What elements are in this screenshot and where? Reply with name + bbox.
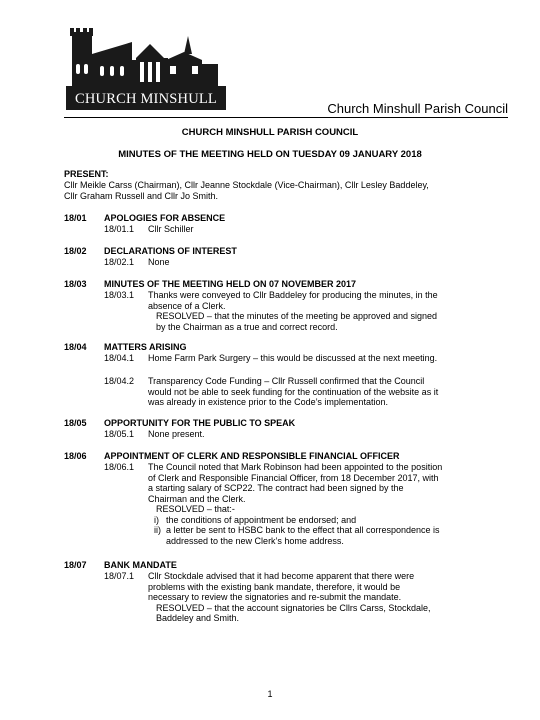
- present-section: [64, 169, 510, 202]
- item-number: 18/04: [64, 342, 87, 352]
- sub-item-text: of Clerk and Responsible Financial Officer, from 18 December 2017, with: [148, 472, 439, 483]
- sub-item-text: Transparency Code Funding – Cllr Russell confirmed that the Council: [148, 376, 425, 386]
- sub-item-number: 18/06.1: [104, 462, 135, 472]
- header-divider: [64, 117, 508, 118]
- sub-item-number: 18/02.1: [104, 257, 135, 267]
- item-heading: APPOINTMENT OF CLERK AND RESPONSIBLE FINANCIAL OFFICER: [104, 451, 400, 461]
- sub-item-text: would not be able to seek funding for the continuation of the website as it: [148, 386, 439, 397]
- sub-item-text: Cllr Schiller: [148, 224, 194, 234]
- present-line-2: Cllr Graham Russell and Cllr Jo Smith.: [64, 191, 219, 201]
- sub-item-text: problems with the existing bank mandate, therefore, it would be: [148, 581, 401, 592]
- list-item-text: the conditions of appointment be endorsed; and: [166, 514, 357, 525]
- resolution-text: by the Chairman as a true and correct record.: [156, 321, 338, 332]
- sub-item-text: Cllr Stockdale advised that it had become apparent that there were: [148, 571, 415, 581]
- sub-item-text: Home Farm Park Surgery – this would be discussed at the next meeting.: [148, 353, 438, 363]
- item-heading: BANK MANDATE: [104, 560, 177, 570]
- sub-item-number: 18/04.2: [104, 376, 135, 386]
- item-number: 18/03: [64, 279, 87, 289]
- sub-item-text: absence of a Clerk.: [148, 300, 226, 311]
- resolution-text: RESOLVED – that:-: [156, 504, 235, 514]
- list-marker: i): [154, 514, 159, 525]
- item-number: 18/06: [64, 451, 87, 461]
- item-number: 18/07: [64, 560, 87, 570]
- list-item-text: addressed to the new Clerk’s home address.: [166, 535, 344, 546]
- sub-item-text: The Council noted that Mark Robinson had been appointed to the position: [148, 462, 443, 472]
- sub-item-number: 18/03.1: [104, 290, 135, 300]
- resolution-text: Baddeley and Smith.: [156, 613, 240, 623]
- item-heading: DECLARATIONS OF INTEREST: [104, 246, 237, 256]
- list-item: [154, 515, 510, 526]
- item-heading: MINUTES OF THE MEETING HELD ON 07 NOVEMBER 2017: [104, 279, 357, 289]
- logo-text: CHURCH MINSHULL: [75, 91, 217, 107]
- item-number: 18/02: [64, 246, 87, 256]
- document-subtitle: MINUTES OF THE MEETING HELD ON TUESDAY 09 JANUARY 2018: [118, 149, 422, 160]
- item-heading: APOLOGIES FOR ABSENCE: [104, 213, 226, 223]
- present-label: PRESENT:: [64, 169, 109, 179]
- document-title: CHURCH MINSHULL PARISH COUNCIL: [181, 127, 359, 138]
- present-line-1: Cllr Meikle Carss (Chairman), Cllr Jeanne Stockdale (Vice-Chairman), Cllr Lesley Baddeley,: [64, 180, 429, 190]
- sub-item-text: necessary to review the signatories and re-submit the mandate.: [148, 592, 402, 602]
- sub-item-number: 18/01.1: [104, 224, 135, 234]
- page-number: 1: [267, 689, 273, 699]
- item-heading: OPPORTUNITY FOR THE PUBLIC TO SPEAK: [104, 418, 296, 428]
- list-item-text: a letter be sent to HSBC bank to the effect that all correspondence is: [166, 525, 440, 535]
- sub-item-text: a starting salary of SCP22. The contract had been signed by the: [148, 483, 404, 493]
- item-number: 18/01: [64, 213, 87, 223]
- resolution-list: [154, 515, 510, 547]
- sub-item-text: None: [148, 257, 170, 267]
- resolution-text: RESOLVED – that the account signatories be Cllrs Carss, Stockdale,: [156, 602, 431, 613]
- church-minshull-logo: [66, 24, 226, 110]
- council-name: Church Minshull Parish Council: [327, 101, 508, 116]
- resolution-text: RESOLVED – that the minutes of the meeting be approved and signed: [156, 311, 438, 321]
- sub-item-text: Chairman and the Clerk.: [148, 493, 246, 504]
- sub-item-number: 18/05.1: [104, 429, 135, 439]
- item-heading: MATTERS ARISING: [104, 342, 187, 352]
- list-item: [154, 525, 510, 546]
- sub-item-text: None present.: [148, 429, 205, 439]
- list-marker: ii): [154, 525, 161, 535]
- sub-item-number: 18/04.1: [104, 353, 135, 363]
- sub-item-number: 18/07.1: [104, 571, 135, 581]
- sub-item-text: was already in existence prior to the Code’s implementation.: [148, 397, 388, 407]
- sub-item-text: Thanks were conveyed to Cllr Baddeley for producing the minutes, in the: [148, 290, 438, 300]
- item-number: 18/05: [64, 418, 87, 428]
